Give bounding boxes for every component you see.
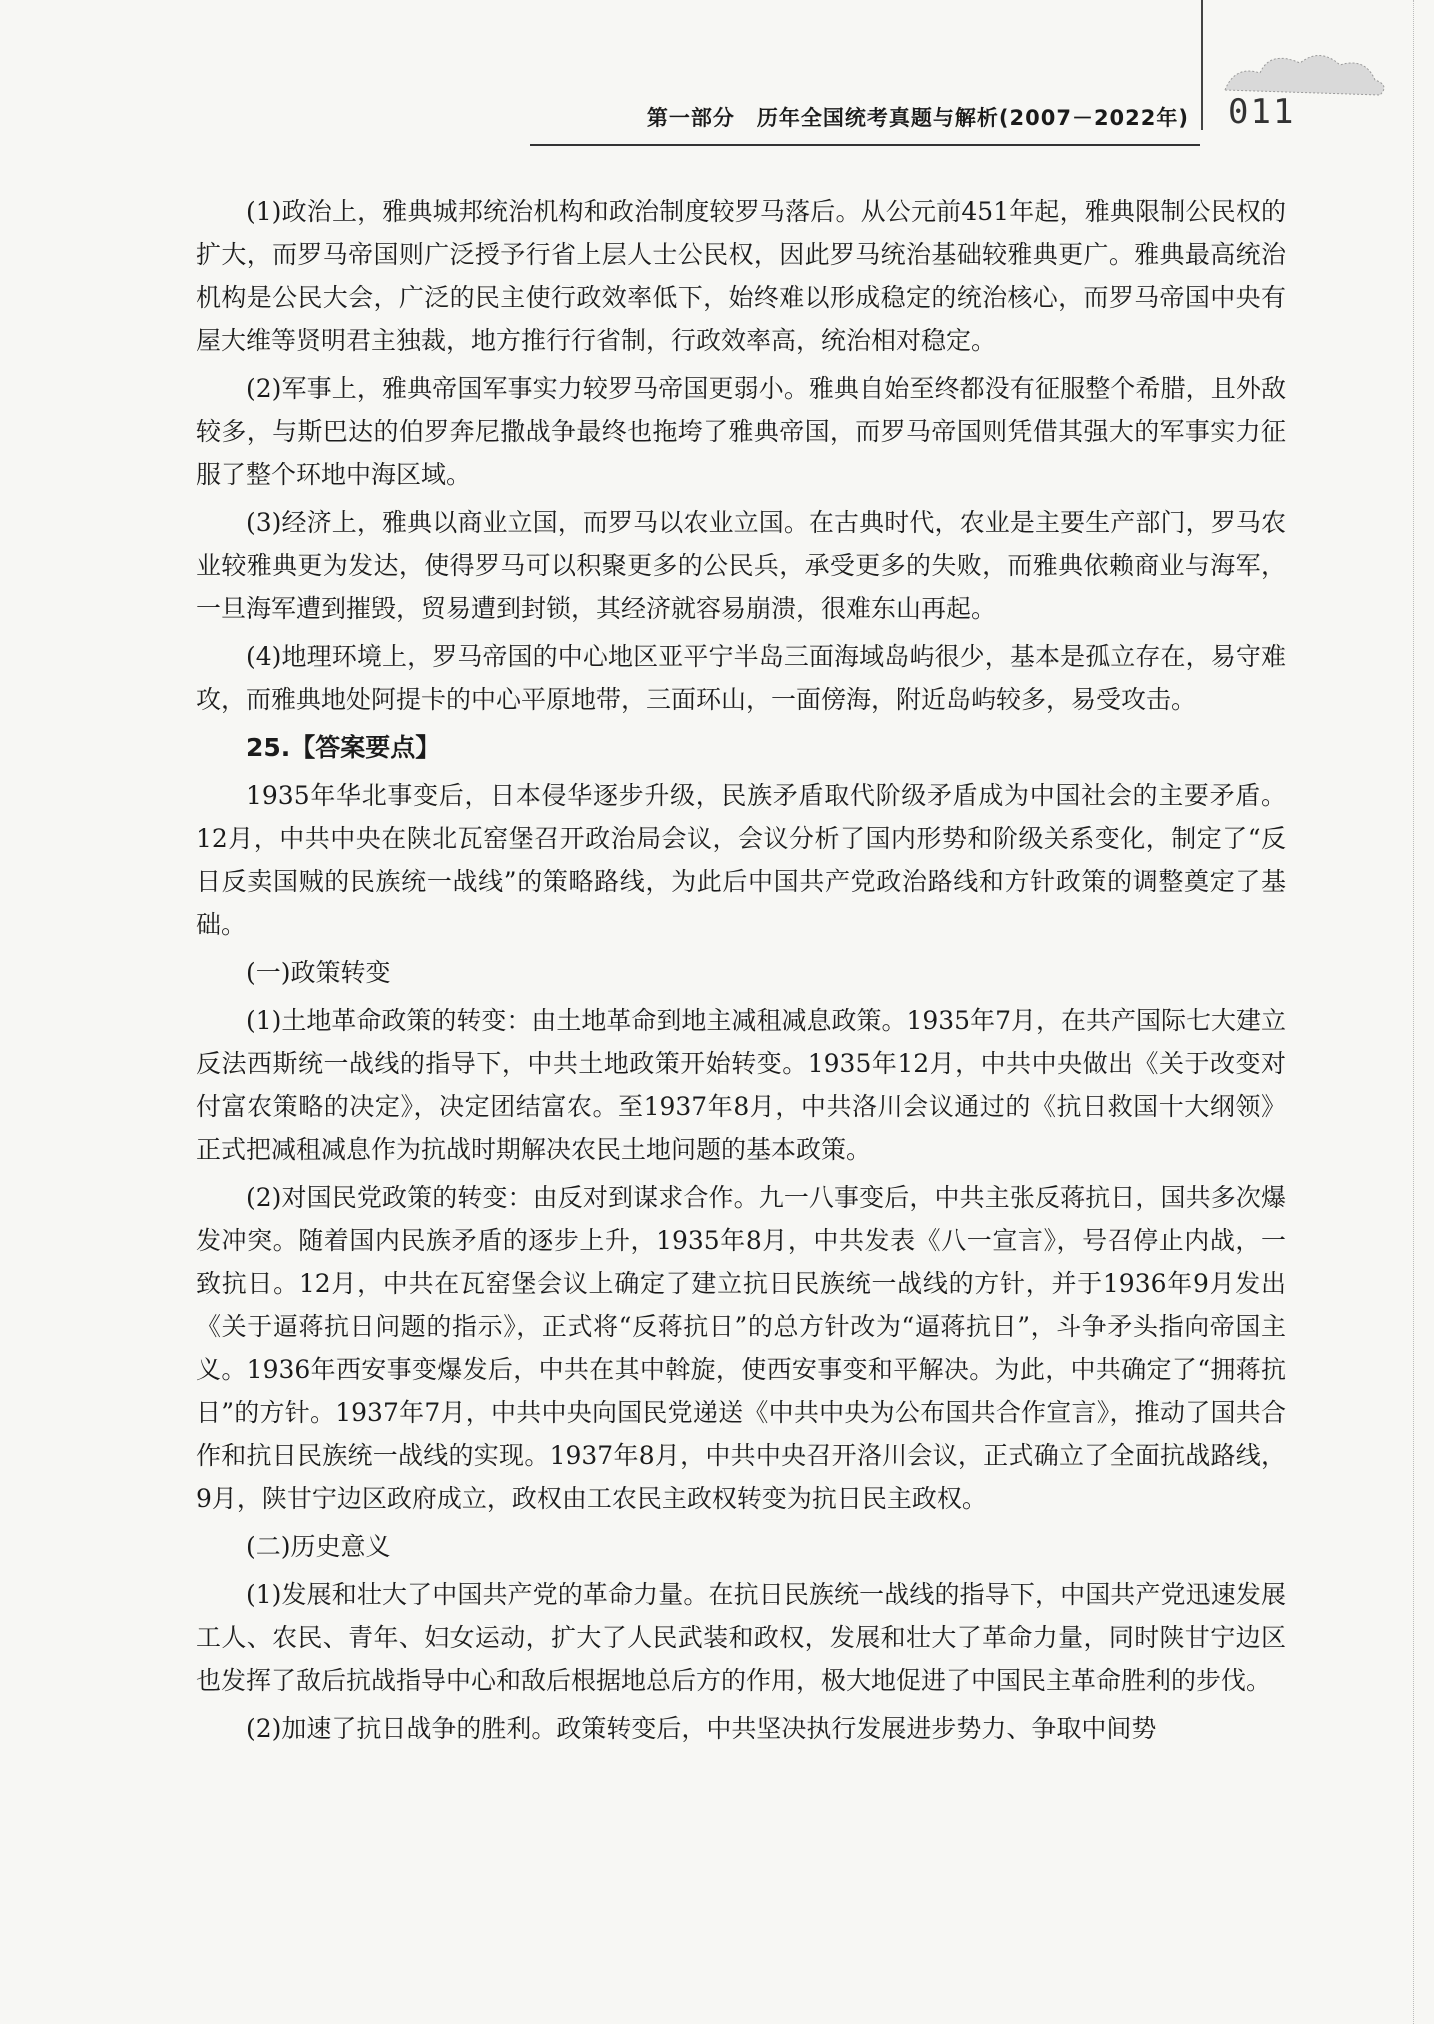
paragraph: (3)经济上，雅典以商业立国，而罗马以农业立国。在古典时代，农业是主要生产部门，罗马农业较雅典更为发达，使得罗马可以积聚更多的公民兵，承受更多的失败，而雅典依赖商业与海军，一旦海军遭到摧毁，贸易遭到封锁，其经济就容易崩溃，很难东山再起。 (196, 508, 1286, 623)
page-edge (1413, 0, 1434, 2024)
answer-title: 25.【答案要点】 (246, 733, 441, 762)
section-heading: (二)历史意义 (246, 1532, 391, 1561)
answer-body (196, 190, 1286, 1755)
paragraph: (1)政治上，雅典城邦统治机构和政治制度较罗马落后。从公元前451年起，雅典限制公民权的扩大，而罗马帝国则广泛授予行省上层人士公民权，因此罗马统治基础较雅典更广。雅典最高统治机构是公民大会，广泛的民主使行政效率低下，始终难以形成稳定的统治核心，而罗马帝国中央有屋大维等贤明君主独裁，地方推行行省制，行政效率高，统治相对稳定。 (196, 197, 1286, 355)
running-header: 第一部分 历年全国统考真题与解析(2007－2022年) (646, 106, 1189, 130)
paragraph: (4)地理环境上，罗马帝国的中心地区亚平宁半岛三面海域岛屿很少，基本是孤立存在，易守难攻，而雅典地处阿提卡的中心平原地带，三面环山，一面傍海，附近岛屿较多，易受攻击。 (196, 642, 1286, 714)
paragraph: (2)加速了抗日战争的胜利。政策转变后，中共坚决执行发展进步势力、争取中间势 (246, 1714, 1157, 1743)
paragraph: (1)土地革命政策的转变：由土地革命到地主减租减息政策。1935年7月，在共产国际七大建立反法西斯统一战线的指导下，中共土地政策开始转变。1935年12月，中共中央做出《关于改变对付富农策略的决定》，决定团结富农。至1937年8月，中共洛川会议通过的《抗日救国十大纲领》正式把减租减息作为抗战时期解决农民土地问题的基本政策。 (196, 1006, 1286, 1164)
answer-title-row (196, 726, 1286, 769)
header-rule (530, 144, 1200, 146)
section-heading: (一)政策转变 (246, 958, 391, 987)
page-number: 011 (1228, 92, 1296, 132)
paragraph: (2)军事上，雅典帝国军事实力较罗马帝国更弱小。雅典自始至终都没有征服整个希腊，且外敌较多，与斯巴达的伯罗奔尼撒战争最终也拖垮了雅典帝国，而罗马帝国则凭借其强大的军事实力征服了整个环地中海区域。 (196, 374, 1286, 489)
header-divider (1201, 0, 1203, 130)
paragraph: 1935年华北事变后，日本侵华逐步升级，民族矛盾取代阶级矛盾成为中国社会的主要矛盾。12月，中共中央在陕北瓦窑堡召开政治局会议，会议分析了国内形势和阶级关系变化，制定了“反日反卖国贼的民族统一战线”的策略路线，为此后中国共产党政治路线和方针政策的调整奠定了基础。 (196, 781, 1286, 939)
paragraph: (2)对国民党政策的转变：由反对到谋求合作。九一八事变后，中共主张反蒋抗日，国共多次爆发冲突。随着国内民族矛盾的逐步上升，1935年8月，中共发表《八一宣言》，号召停止内战，一致抗日。12月，中共在瓦窑堡会议上确定了建立抗日民族统一战线的方针，并于1936年9月发出《关于逼蒋抗日问题的指示》，正式将“反蒋抗日”的总方针改为“逼蒋抗日”，斗争矛头指向帝国主义。1936年西安事变爆发后，中共在其中斡旋，使西安事变和平解决。为此，中共确定了“拥蒋抗日”的方针。1937年7月，中共中央向国民党递送《中共中央为公布国共合作宣言》，推动了国共合作和抗日民族统一战线的实现。1937年8月，中共中央召开洛川会议，正式确立了全面抗战路线，9月，陕甘宁边区政府成立，政权由工农民主政权转变为抗日民主政权。 (196, 1183, 1286, 1513)
paragraph: (1)发展和壮大了中国共产党的革命力量。在抗日民族统一战线的指导下，中国共产党迅速发展工人、农民、青年、妇女运动，扩大了人民武装和政权，发展和壮大了革命力量，同时陕甘宁边区也发挥了敌后抗战指导中心和敌后根据地总后方的作用，极大地促进了中国民主革命胜利的步伐。 (196, 1580, 1286, 1695)
